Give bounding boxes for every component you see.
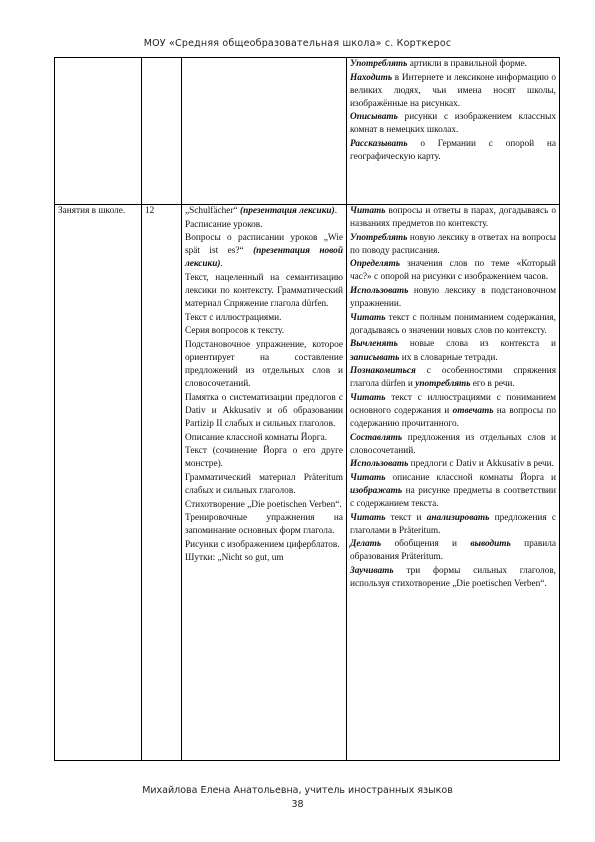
activity-verb: Использовать bbox=[350, 459, 409, 470]
content-paragraph bbox=[185, 552, 343, 565]
activity-text: текст с иллюстрациями с пониманием основного содержания и bbox=[350, 392, 556, 416]
content-paragraph bbox=[185, 392, 343, 431]
activity-text: описание классной комнаты Йорга и bbox=[385, 472, 556, 483]
activity-verb: Вычленять bbox=[350, 339, 398, 350]
content-text: Стихотворение „Die poetischen Verben“. bbox=[185, 499, 342, 510]
content-paragraph bbox=[185, 539, 343, 552]
activity-text: обобщения и bbox=[381, 539, 471, 550]
activity-paragraph bbox=[350, 232, 556, 258]
activity-verb: изображать bbox=[350, 485, 403, 496]
activity-verb: Читать bbox=[350, 392, 386, 403]
activity-paragraph bbox=[350, 565, 556, 591]
activity-text: о Германии с опорой на географическую карту. bbox=[350, 139, 556, 163]
activity-paragraph bbox=[350, 58, 556, 71]
content-note: (презентация новой лексики) bbox=[185, 246, 343, 270]
page-header: МОУ «Средняя общеобразовательная школа» с. Корткерос bbox=[143, 38, 452, 49]
hours-cell: 12 bbox=[142, 205, 182, 761]
content-text: Памятка о систематизации предлогов с Dativ и Akkusativ и об образовании Partizip II слабых и сильных глаголов. bbox=[185, 392, 343, 429]
content-paragraph bbox=[185, 205, 343, 218]
content-text: Тренировочные упражнения на запоминание основных форм глагола. bbox=[185, 513, 343, 537]
topic-cell bbox=[55, 58, 142, 205]
activity-verb: записывать bbox=[350, 352, 400, 363]
content-text: Шутки: „Nicht so gut, um bbox=[185, 553, 284, 564]
activity-text: на рисунке предметы в соответствии с содержанием текста. bbox=[350, 485, 556, 510]
activity-paragraph bbox=[350, 458, 556, 471]
activity-paragraph bbox=[350, 432, 556, 458]
activity-text: на вопросы по содержанию прочитанного. bbox=[350, 405, 556, 429]
activity-text: новые слова из контекста и bbox=[397, 339, 556, 350]
footer-author: Михайлова Елена Анатольевна, учитель иностранных языков bbox=[142, 785, 453, 796]
content-text: Грамматический материал Präteritum слабых и сильных глаголов. bbox=[185, 472, 343, 496]
page-number: 38 bbox=[291, 799, 304, 810]
activity-text: артикли в правильной форме. bbox=[407, 59, 527, 69]
activity-verb: Читать bbox=[350, 512, 386, 523]
activity-text: новую лексику в подстановочном упражнении. bbox=[350, 286, 556, 310]
activity-verb: Читать bbox=[350, 312, 386, 323]
content-paragraph bbox=[185, 312, 343, 325]
hours-cell bbox=[142, 58, 182, 205]
content-paragraph bbox=[185, 432, 343, 445]
activity-verb: анализировать bbox=[426, 512, 490, 523]
activity-paragraph bbox=[350, 258, 556, 284]
content-text: Подстановочное упражнение, которое ориентирует на составление предложений из отдельных слов и словосочетаний. bbox=[185, 339, 343, 390]
activity-paragraph bbox=[350, 138, 556, 164]
content-text: „Schulfächer“ bbox=[185, 206, 240, 216]
activity-verb: выводить bbox=[470, 539, 511, 550]
activity-verb: Составлять bbox=[350, 432, 403, 443]
content-text: Серия вопросов к тексту. bbox=[185, 326, 285, 337]
topic-cell: Занятия в школе. bbox=[55, 205, 142, 761]
activity-text: с особенностями спряжения глагола dürfen и bbox=[350, 366, 556, 390]
content-text: Описание классной комнаты Йорга. bbox=[185, 432, 328, 443]
page-footer bbox=[0, 784, 595, 812]
activity-paragraph bbox=[350, 512, 556, 538]
activity-text: предложения с глаголами в Präteritum. bbox=[350, 512, 556, 536]
activity-text: новую лексику в ответах на вопросы по поводу расписания. bbox=[350, 232, 556, 256]
content-paragraph bbox=[185, 272, 343, 311]
content-text: Рисунки с изображением циферблатов. bbox=[185, 539, 340, 550]
activity-verb: Делать bbox=[350, 539, 382, 550]
activity-text: предложения из отдельных слов и словосочетаний. bbox=[350, 432, 556, 456]
activity-text: рисунки с изображением классных комнат в немецких школах. bbox=[350, 112, 556, 136]
activity-text: три формы сильных глаголов, используя стихотворение „Die poetischen Verben“. bbox=[350, 566, 556, 590]
activity-paragraph bbox=[350, 472, 556, 511]
activity-verb: Познакомиться bbox=[350, 366, 416, 377]
activity-verb: Употреблять bbox=[350, 232, 408, 243]
table-row bbox=[55, 58, 560, 205]
activity-verb: отвечать bbox=[452, 405, 494, 416]
activity-paragraph bbox=[350, 72, 556, 111]
content-cell bbox=[182, 58, 347, 205]
activity-paragraph bbox=[350, 111, 556, 137]
activity-verb: Описывать bbox=[350, 112, 398, 123]
activity-text: вопросы и ответы в парах, догадываясь о названиях предметов по контексту. bbox=[350, 206, 556, 230]
activity-text: текст с полным пониманием содержания, догадываясь о значении новых слов по контексту. bbox=[350, 312, 556, 336]
activity-paragraph bbox=[350, 392, 556, 431]
activity-text: правила образования Präteritum. bbox=[350, 539, 556, 563]
activity-verb: Заучивать bbox=[350, 566, 394, 577]
content-text: Текст, нацеленный на семантизацию лексики по контексту. Грамматический материал Спряжение глагола dürfen. bbox=[185, 272, 343, 310]
activity-paragraph bbox=[350, 538, 556, 564]
activity-text: предлоги с Dativ и Akkusativ в речи. bbox=[408, 459, 554, 470]
content-cell bbox=[182, 205, 347, 761]
activity-text: текст и bbox=[385, 512, 427, 523]
lesson-plan-table bbox=[54, 57, 560, 761]
content-text: Расписание уроков. bbox=[185, 219, 263, 230]
activity-text: его в речи. bbox=[470, 379, 515, 390]
content-paragraph bbox=[185, 512, 343, 538]
activity-verb: употреблять bbox=[415, 379, 471, 390]
activity-verb: Находить bbox=[350, 72, 393, 83]
content-text: Текст (сочинение Йорга о его друге монстре). bbox=[185, 446, 343, 470]
activity-text: значения слов по теме «Который час?» с опорой на рисунки с изображением часов. bbox=[350, 259, 556, 283]
table-row bbox=[55, 205, 560, 761]
activity-text: в Интернете и лексиконе информацию о великих людях, чьи имена носят школы, изображённые на рисунках. bbox=[350, 72, 556, 109]
activity-verb: Определять bbox=[350, 259, 400, 270]
activities-cell bbox=[347, 58, 560, 205]
content-paragraph bbox=[185, 445, 343, 471]
activity-verb: Рассказывать bbox=[350, 139, 408, 150]
content-text: Текст с иллюстрациями. bbox=[185, 312, 282, 323]
activity-paragraph bbox=[350, 285, 556, 311]
activity-paragraph bbox=[350, 338, 556, 364]
activity-paragraph bbox=[350, 205, 556, 231]
content-paragraph bbox=[185, 219, 343, 232]
content-text: Вопросы о расписании уроков „Wie spät ist es?“ bbox=[185, 233, 343, 257]
content-paragraph bbox=[185, 499, 343, 512]
activity-verb: Использовать bbox=[350, 286, 409, 297]
content-paragraph bbox=[185, 325, 343, 338]
activity-verb: Читать bbox=[350, 472, 386, 483]
content-paragraph bbox=[185, 232, 343, 271]
activity-verb: Читать bbox=[350, 206, 386, 216]
content-text: . bbox=[334, 206, 338, 216]
activity-paragraph bbox=[350, 312, 556, 338]
content-note: (презентация лексики) bbox=[239, 206, 335, 216]
activity-text: их в словарные тетради. bbox=[399, 352, 498, 363]
activities-cell bbox=[347, 205, 560, 761]
activity-paragraph bbox=[350, 365, 556, 391]
content-paragraph bbox=[185, 472, 343, 498]
content-text: . bbox=[220, 259, 223, 270]
activity-verb: Употреблять bbox=[350, 59, 408, 69]
content-paragraph bbox=[185, 339, 343, 391]
